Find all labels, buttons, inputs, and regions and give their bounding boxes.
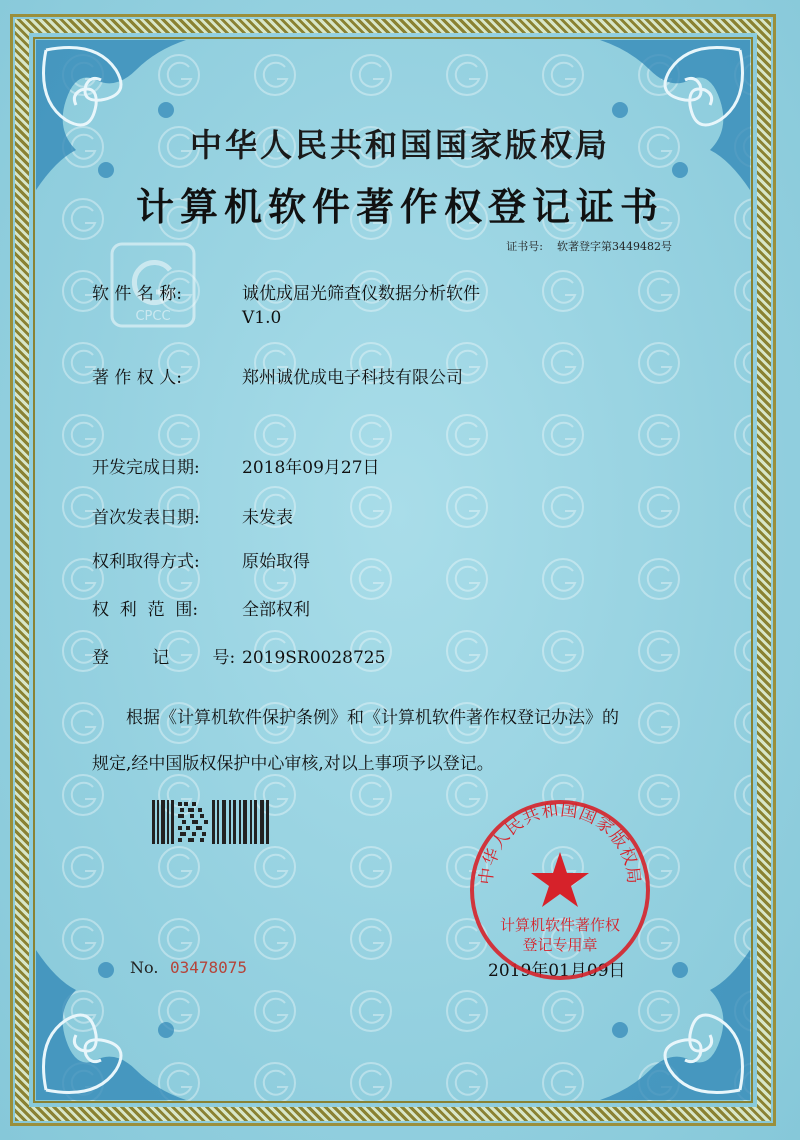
certificate-title: 计算机软件著作权登记证书: [135, 184, 664, 229]
certificate-number-value: 软著登字第3449482号: [557, 240, 672, 253]
field-value: 原始取得: [242, 552, 310, 572]
field-label: 权利取得方式:: [92, 552, 200, 572]
field-label: 著 作 权 人:: [92, 368, 182, 388]
field-value: 全部权利: [242, 600, 310, 620]
field-development-date: [92, 456, 380, 480]
field-label: 首次发表日期:: [92, 508, 200, 528]
seal-line-1: 计算机软件著作权: [499, 916, 621, 934]
field-acquisition-method: [92, 550, 310, 574]
field-value: 2018年09月27日: [242, 458, 380, 478]
barcode: [152, 800, 270, 844]
field-value-version: V1.0: [242, 308, 282, 328]
field-value: 2019SR0028725: [242, 648, 386, 668]
field-rights-scope: [92, 598, 310, 622]
corner-ornament-top-left: [36, 40, 186, 190]
field-label: 开发完成日期:: [92, 458, 200, 478]
field-copyright-owner: [92, 366, 463, 390]
seal-star: [531, 852, 589, 907]
field-value: 郑州诚优成电子科技有限公司: [242, 368, 463, 388]
statement-line-2: 规定,经中国版权保护中心审核,对以上事项予以登记。: [92, 754, 494, 774]
field-software-name: [92, 282, 480, 330]
certificate-number: [506, 238, 672, 254]
seal-line-2: 登记专用章: [522, 936, 598, 954]
field-value: 未发表: [242, 508, 293, 528]
authority-title: 中华人民共和国国家版权局: [189, 126, 610, 164]
field-label: 登 记 号:: [92, 648, 236, 668]
serial-number-value: 03478075: [170, 958, 248, 977]
issue-date: 2019年01月09日: [488, 961, 626, 981]
field-first-publish-date: [92, 506, 293, 530]
serial-number-label: No.: [130, 958, 159, 977]
field-value: 诚优成屈光筛查仪数据分析软件: [242, 284, 480, 304]
corner-ornament-bottom-left: [36, 950, 186, 1100]
statement-line-1: 根据《计算机软件保护条例》和《计算机软件著作权登记办法》的: [126, 708, 619, 728]
official-seal: [466, 796, 654, 984]
certificate-number-label: 证书号:: [506, 240, 543, 253]
cpcc-logo-text: CPCC: [135, 309, 171, 324]
field-label: 权 利 范 围:: [92, 600, 199, 620]
field-label: 软 件 名 称:: [92, 284, 182, 304]
field-registration-number: [92, 646, 385, 670]
corner-ornament-top-right: [600, 40, 750, 190]
seal-arc-text: 中华人民共和国国家版权局: [476, 800, 644, 886]
